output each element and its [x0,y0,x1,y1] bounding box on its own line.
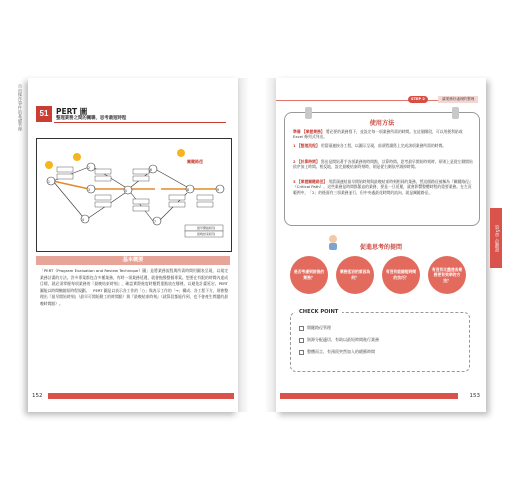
running-head-vertical: 自由操作事件的基礎管理 [18,84,23,132]
question-bubble: 是否考慮到前後的業務？ [290,256,328,294]
book-gutter [238,78,276,412]
svg-text:6: 6 [149,168,153,172]
svg-text:8: 8 [186,188,190,192]
step-title: 讓業務好處理的整理 [438,96,478,103]
svg-text:5: 5 [124,189,128,193]
question-bubble: 有沒有能縮短時間的技巧？ [382,256,420,294]
method-title: 使用方法 [369,120,395,127]
svg-text:9: 9 [216,188,220,192]
step-badge: STEP 2 [408,96,428,103]
method-text: 將必要的業務寫下，並設定每一項業務所需的時間。在這個階段，可以用便利貼或 Excel 條列式列出。 [293,129,463,140]
method-text: 用箭頭連結最早開始時刻與最晚結束時刻相同的業務，然這個路徑被稱為『關鍵路徑』（Critical Path），這些業務是時間都緊迫的業務，要是一旦延遲，就會影響整體時程的重要業務。在左頁範例中，「2」的後面有三項業務並行，但中央處最花時間的流向，就是關鍵路徑。 [293,179,473,195]
question-bubble: 有沒有比盡速各業務更有效率的方法？ [428,256,466,294]
legend-latest: 最晚結束時刻 [196,232,215,236]
title-band [54,106,226,123]
method-item-1 [293,143,473,148]
left-page [18,78,238,412]
method-label: 【掌握關鍵路徑】 [296,179,328,184]
page-subtitle: 整理業務之間的關聯，思考最短時程 [56,116,127,121]
right-page [276,78,486,412]
page-number-right: 153 [469,393,480,399]
checkbox [299,350,304,355]
think-title: 促進思考的提問 [359,244,402,251]
svg-text:1: 1 [47,180,51,184]
method-text: 用箭頭連接各工程，以圖示呈現，前須將讀寫上完成該項業務所需的時間。 [320,143,447,148]
method-item-3 [293,179,473,195]
footer-bar-right [280,393,458,399]
question-bubble: 業務延宕的原因為何？ [336,256,374,294]
section-heading: 基本概要 [36,256,230,265]
svg-text:7: 7 [153,220,157,224]
right-footer [276,392,486,400]
check-item [299,349,375,355]
method-label: 【掌握業務】 [301,129,325,134]
svg-text:4: 4 [81,218,85,222]
method-card [284,112,480,226]
method-text: 寫出是開始著手各項業務的時間點，計算時間。思考最早開始時刻時，原則上是從左側開始依序加上時間。相反地，設定最晚結束時刻時，則是從右側依序減掉時間。 [293,159,473,170]
method-label: 【計算時間】 [296,159,320,164]
left-footer [28,392,238,400]
checkbox [299,326,304,331]
step-header [276,96,486,105]
method-item-2 [293,159,473,170]
check-point-heading: CHECK POINT [295,309,342,315]
page-title: PERT 圖 [56,107,88,116]
svg-text:3: 3 [87,188,91,192]
checkbox [299,338,304,343]
page-number-left: 152 [32,393,43,399]
body-text: 「PERT（Program Evaluation and Review Technique）圖」是將業務流程與所需時間用圖表呈現，以規定業務計畫的方法。許多專案都包含多種業務，有時一項業務延遲，就會拖慢整個專案。想要在有限的時間內達成目標，就必須掌握每項業務的『最晚結束時刻』，確認實際進度時應將重點放在哪裡，以避免計畫延宕。PERT 圖能以時間軸縮短時程規劃。 PERT 圖是以表示各工作的「○」與表示工作的「→」構成；各工程下方，則會整理出『最早開始時刻』（最早可開始動工的時間點）與『最晚結束時刻』（就算段都能作到，也不會產生問題的最晚時間點）。 [40,268,228,306]
method-item-prepare [293,129,473,140]
check-item [299,325,331,331]
footer-bar-left [48,393,234,399]
legend-earliest: 最早開始時刻 [196,226,215,230]
critical-path-label: 關鍵路徑 [187,159,203,164]
check-point-panel [290,309,470,372]
method-tag: 準備 [293,129,301,134]
method-tag: 3 [293,179,296,184]
check-text: 整體而言，有預留突然加入的緩衝時間 [307,349,375,354]
method-tag: 2 [293,159,296,164]
chapter-side-tab: 第5章 企劃書 [490,208,502,268]
check-item [299,337,379,343]
check-text: 開鍵路徑管理 [307,325,331,330]
check-text: 資源分配適切，有助以最短時間進行業務 [307,337,379,342]
chapter-number: 51 [36,106,52,122]
pert-diagram [36,138,232,252]
method-label: 【整理流程】 [296,143,320,148]
method-tag: 1 [293,143,296,148]
svg-text:2: 2 [87,166,91,170]
